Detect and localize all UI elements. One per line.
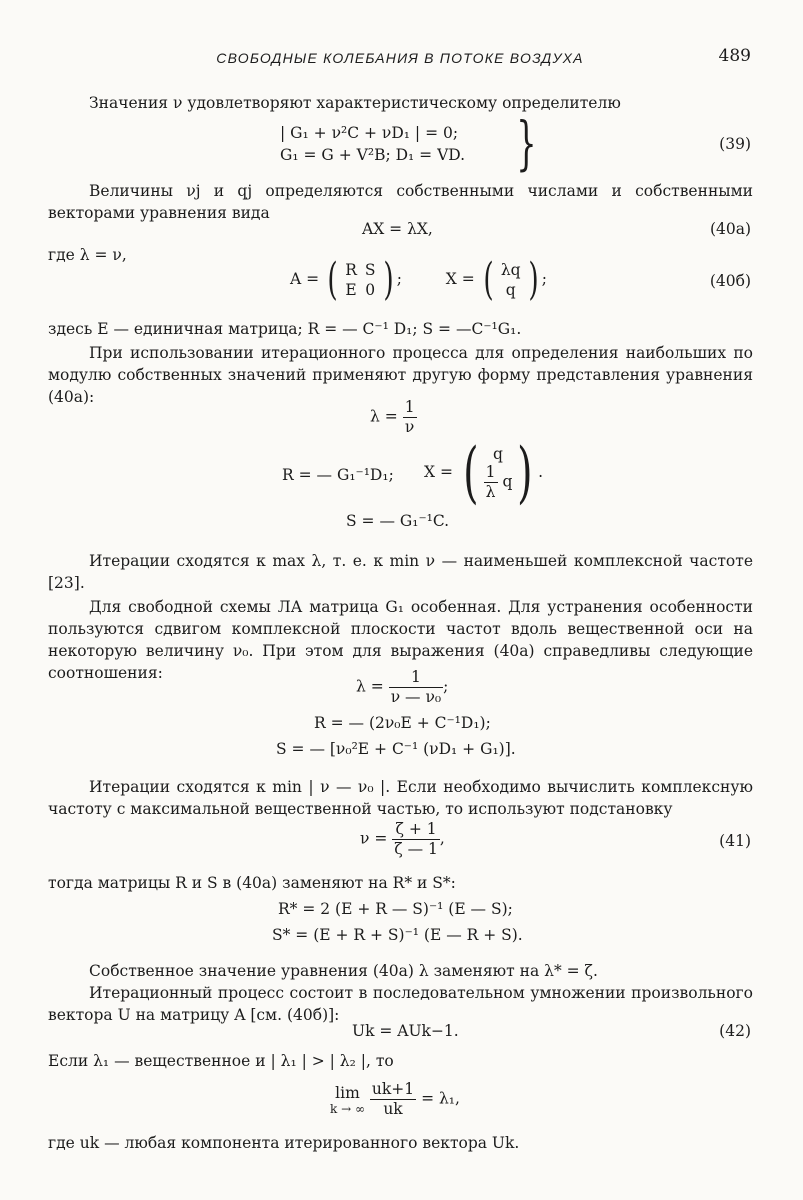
eq40a: AX = λX,: [362, 220, 433, 238]
numerator: 1: [404, 398, 415, 416]
eq39-line2: G₁ = G + V²B; D₁ = VD.: [280, 146, 466, 164]
matrix-A: [341, 260, 379, 300]
paragraph-13: где uk — любая компонента итерированного вектора Uk.: [48, 1134, 520, 1152]
paragraph-8: Итерации сходятся к min | ν — ν₀ |. Если необходимо вычислить комплексную частоту с максимальной вещественной частью, то используют подстановку: [48, 778, 753, 818]
lim-subscript: k → ∞: [330, 1101, 365, 1116]
paragraph-6: Итерации сходятся к max λ, т. е. к min ν — наименьшей комплексной частоте [23].: [48, 552, 753, 592]
paragraph-3: где λ = ν,: [48, 246, 127, 264]
left-paren: (: [463, 434, 479, 511]
fraction: [484, 463, 498, 502]
right-paren: ): [517, 434, 533, 511]
cell-R: R: [345, 261, 357, 279]
eq40a-number: (40а): [709, 220, 751, 238]
fraction: [370, 1080, 416, 1119]
fraction: [392, 820, 440, 859]
vector-X: [497, 260, 525, 300]
fraction: [403, 398, 417, 437]
eq39-number: (39): [719, 135, 751, 153]
eq-S: S = — G₁⁻¹C.: [346, 512, 450, 530]
denominator: ν: [404, 418, 415, 436]
paragraph-12: Если λ₁ — вещественное и | λ₁ | > | λ₂ |, то: [48, 1052, 394, 1070]
right-paren: ): [528, 254, 539, 305]
denominator: ν — ν₀: [390, 688, 442, 706]
eq41-number: (41): [719, 832, 751, 850]
lim-word: lim: [335, 1083, 360, 1102]
paragraph-7: Для свободной схемы ЛА матрица G₁ особенная. Для устранения особенности пользуются сдвигом комплексной плоскости частот вдоль вещественной оси на некоторую величину ν₀. При этом для выражения (40а) справедливы следующие соотношения:: [48, 598, 753, 682]
right-brace: }: [516, 109, 537, 177]
eq-lambda: [370, 398, 417, 437]
eq40b-X: X =: [445, 270, 475, 288]
lambda-lhs: λ =: [370, 407, 398, 426]
lambda-lhs: λ =: [356, 677, 384, 696]
entry-q: q: [493, 444, 503, 463]
denominator: λ: [485, 482, 496, 501]
cell-S: S: [364, 261, 376, 279]
denominator: ζ — 1: [394, 840, 438, 858]
eq41: ν = $\frac{\zeta + 1}{\zeta — 1}$ ,: [360, 820, 445, 858]
cell-lq: λq: [500, 261, 521, 279]
cell-q: q: [505, 281, 516, 299]
numerator: uk+1: [371, 1080, 415, 1098]
eq-R: R = — G₁⁻¹D₁;: [282, 466, 394, 484]
denominator: uk: [383, 1100, 403, 1118]
eq40b: A = ( R S E 0 ) ; X = ( λq q ) ;: [290, 254, 547, 305]
lim-rhs: = λ₁,: [421, 1089, 460, 1108]
page-number: 489: [718, 46, 751, 66]
paragraph-2: Величины νj и qj определяются собственными числами и собственными векторами уравнения вида: [48, 182, 753, 222]
eq39-line1: | G₁ + ν²C + νD₁ | = 0;: [280, 124, 459, 142]
entry-q2: q: [502, 472, 513, 490]
eq42-number: (42): [719, 1022, 751, 1040]
entry-fraction: [484, 463, 513, 502]
eq-Sstar: S* = (E + R + S)⁻¹ (E — R + S).: [272, 926, 523, 944]
paragraph-1: Значения ν удовлетворяют характеристическому определителю: [89, 94, 621, 112]
paragraph-11: Итерационный процесс состоит в последовательном умножении произвольного вектора U на матрицу A [см. (40б)]:: [48, 984, 753, 1024]
right-paren: ): [382, 254, 394, 305]
eq-X: X = ( q $\frac{1}{\lambda}$ q ) .: [424, 434, 544, 511]
x-lhs: X =: [424, 463, 453, 481]
nu-lhs: ν =: [360, 829, 388, 848]
fraction: [389, 668, 443, 707]
vector-entries: [484, 445, 513, 502]
eq42: Uk = AUk−1.: [352, 1022, 459, 1040]
paragraph-10: Собственное значение уравнения (40а) λ заменяют на λ* = ζ.: [89, 962, 598, 980]
cell-E: E: [345, 281, 357, 299]
paragraph-4: здесь E — единичная матрица; R = — C⁻¹ D₁; S = —C⁻¹G₁.: [48, 320, 522, 338]
cell-0: 0: [365, 281, 376, 299]
eq-R2: R = — (2ν₀E + C⁻¹D₁);: [314, 714, 491, 732]
eq-S2: S = — [ν₀²E + C⁻¹ (νD₁ + G₁)].: [276, 740, 516, 758]
numerator: ζ + 1: [392, 820, 440, 840]
lim-operator: [330, 1084, 365, 1116]
eq-Rstar: R* = 2 (E + R — S)⁻¹ (E — S);: [278, 900, 513, 918]
paragraph-9: тогда матрицы R и S в (40а) заменяют на R* и S*:: [48, 874, 456, 892]
left-paren: (: [483, 254, 494, 305]
paragraph-5: При использовании итерационного процесса для определения наибольших по модулю собственных значений применяют другую форму представления уравнения (40а):: [48, 344, 753, 406]
eq-limit: [330, 1080, 460, 1119]
eq-lambda2: λ = $\frac{1}{\text{ν — ν₀}}$ ;: [356, 668, 449, 706]
running-title: СВОБОДНЫЕ КОЛЕБАНИЯ В ПОТОКЕ ВОЗДУХА: [216, 50, 584, 66]
numerator: 1: [485, 462, 496, 481]
eq40b-number: (40б): [709, 272, 751, 290]
eq40b-A: A =: [290, 270, 320, 288]
left-paren: (: [327, 254, 338, 305]
numerator: 1: [389, 668, 443, 688]
